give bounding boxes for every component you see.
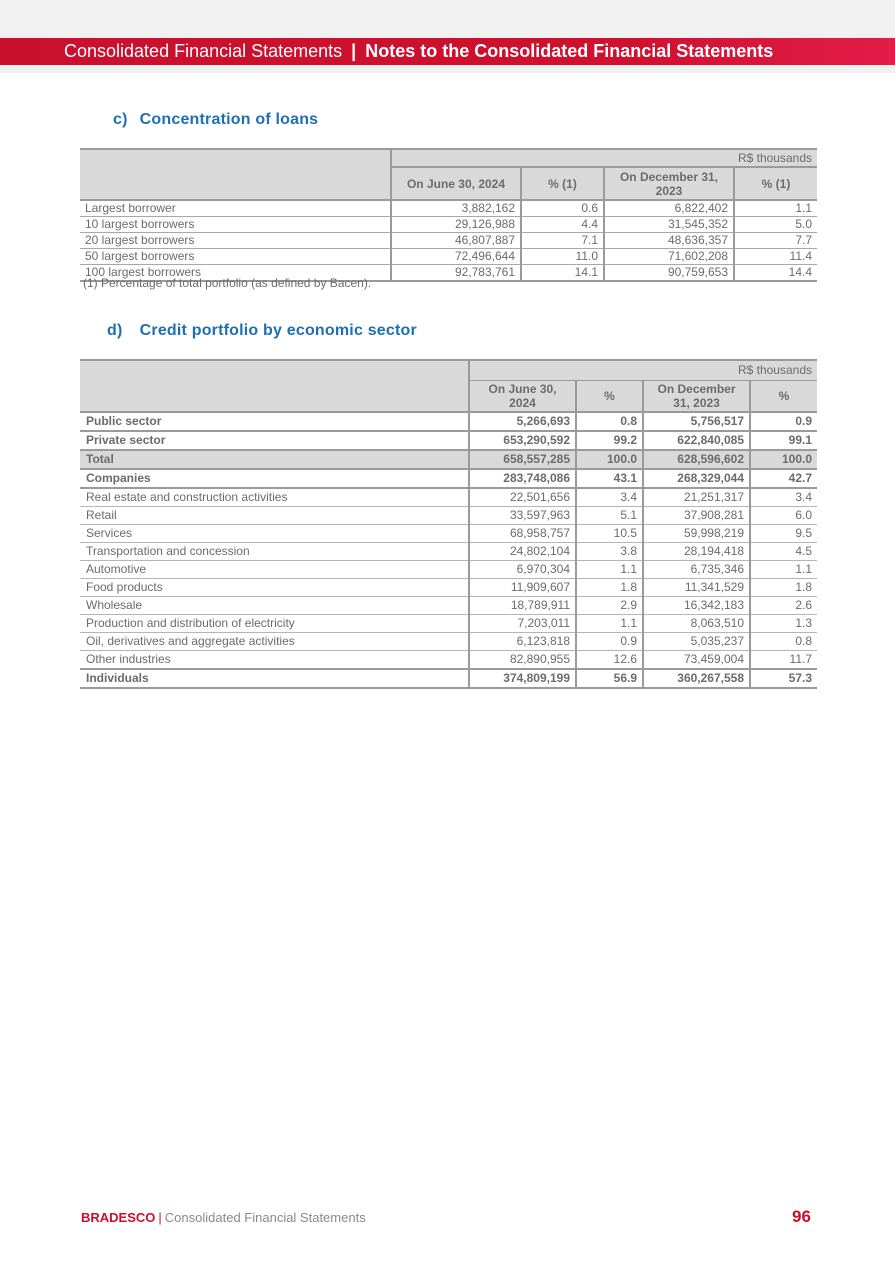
cell-value: 6,735,346 [643, 561, 750, 579]
table-row [80, 200, 817, 217]
cell-value: 68,958,757 [469, 525, 576, 543]
table-row [80, 597, 817, 615]
table-row [80, 633, 817, 651]
row-label: Transportation and concession [80, 543, 469, 561]
cell-value: 16,342,183 [643, 597, 750, 615]
cell-value: 0.9 [750, 412, 817, 431]
table-row [80, 525, 817, 543]
cell-value: 22,501,656 [469, 488, 576, 507]
column-header: % (1) [734, 167, 817, 200]
table-row [80, 412, 817, 431]
page-number: 96 [792, 1207, 811, 1226]
unit-label: R$ thousands [469, 360, 817, 381]
cell-value: 11.0 [521, 249, 604, 265]
table-row [80, 651, 817, 670]
row-label: 100 largest borrowers [80, 265, 391, 282]
cell-value: 0.8 [750, 633, 817, 651]
header-underband [0, 65, 895, 73]
cell-value: 1.1 [734, 200, 817, 217]
cell-value: 100.0 [576, 450, 643, 469]
cell-value: 374,809,199 [469, 669, 576, 688]
cell-value: 99.1 [750, 431, 817, 450]
column-header: On June 30, 2024 [391, 167, 521, 200]
cell-value: 46,807,887 [391, 233, 521, 249]
cell-value: 56.9 [576, 669, 643, 688]
column-header: On December 31, 2023 [643, 381, 750, 413]
cell-value: 11,909,607 [469, 579, 576, 597]
cell-value: 21,251,317 [643, 488, 750, 507]
cell-value: 12.6 [576, 651, 643, 670]
cell-value: 71,602,208 [604, 249, 734, 265]
cell-value: 4.4 [521, 217, 604, 233]
sector-table-body [80, 412, 817, 688]
footnote: (1) Percentage of total portfolio (as defined by Bacen). [83, 276, 372, 290]
row-label: Real estate and construction activities [80, 488, 469, 507]
cell-value: 360,267,558 [643, 669, 750, 688]
top-margin [0, 0, 895, 38]
column-header: % [576, 381, 643, 413]
cell-value: 7.1 [521, 233, 604, 249]
table-row [80, 233, 817, 249]
table-row [80, 217, 817, 233]
header-banner [0, 38, 895, 65]
table-row [80, 249, 817, 265]
section-label: c) [113, 111, 128, 128]
cell-value: 0.9 [576, 633, 643, 651]
cell-value: 11,341,529 [643, 579, 750, 597]
table-row [80, 431, 817, 450]
section-title-text: Credit portfolio by economic sector [139, 322, 417, 339]
cell-value: 1.8 [750, 579, 817, 597]
row-label: Oil, derivatives and aggregate activities [80, 633, 469, 651]
row-label: Other industries [80, 651, 469, 670]
cell-value: 6,822,402 [604, 200, 734, 217]
cell-value: 2.9 [576, 597, 643, 615]
cell-value: 8,063,510 [643, 615, 750, 633]
footer-separator: | [158, 1210, 162, 1225]
column-header: On December 31, 2023 [604, 167, 734, 200]
cell-value: 3.8 [576, 543, 643, 561]
brand-logo: BRADESCO [81, 1210, 156, 1225]
cell-value: 653,290,592 [469, 431, 576, 450]
section-title-concentration [113, 111, 318, 129]
cell-value: 9.5 [750, 525, 817, 543]
cell-value: 283,748,086 [469, 469, 576, 488]
row-label: 20 largest borrowers [80, 233, 391, 249]
cell-value: 24,802,104 [469, 543, 576, 561]
cell-value: 14.4 [734, 265, 817, 282]
cell-value: 268,329,044 [643, 469, 750, 488]
unit-label: R$ thousands [391, 149, 817, 167]
cell-value: 72,496,644 [391, 249, 521, 265]
row-label: Private sector [80, 431, 469, 450]
cell-value: 5,756,517 [643, 412, 750, 431]
cell-value: 4.5 [750, 543, 817, 561]
cell-value: 29,126,988 [391, 217, 521, 233]
cell-value: 11.7 [750, 651, 817, 670]
cell-value: 57.3 [750, 669, 817, 688]
cell-value: 14.1 [521, 265, 604, 282]
header-subsection: Notes to the Consolidated Financial Statements [365, 41, 774, 61]
row-label: 50 largest borrowers [80, 249, 391, 265]
section-title-text: Concentration of loans [139, 111, 319, 128]
table-row [80, 488, 817, 507]
table-row [80, 615, 817, 633]
table-row [80, 450, 817, 469]
cell-value: 11.4 [734, 249, 817, 265]
row-label: Wholesale [80, 597, 469, 615]
cell-value: 1.3 [750, 615, 817, 633]
cell-value: 28,194,418 [643, 543, 750, 561]
cell-value: 10.5 [576, 525, 643, 543]
header-blank-cell [80, 149, 391, 200]
cell-value: 73,459,004 [643, 651, 750, 670]
cell-value: 92,783,761 [391, 265, 521, 282]
cell-value: 82,890,955 [469, 651, 576, 670]
footer [81, 1210, 366, 1225]
table-row [80, 469, 817, 488]
footer-document-title: Consolidated Financial Statements [164, 1210, 366, 1225]
cell-value: 1.1 [576, 561, 643, 579]
cell-value: 6,970,304 [469, 561, 576, 579]
cell-value: 3,882,162 [391, 200, 521, 217]
row-label: 10 largest borrowers [80, 217, 391, 233]
sector-table [80, 359, 817, 689]
row-label: Public sector [80, 412, 469, 431]
table-row [80, 561, 817, 579]
cell-value: 7.7 [734, 233, 817, 249]
row-label: Largest borrower [80, 200, 391, 217]
cell-value: 99.2 [576, 431, 643, 450]
concentration-table [80, 148, 817, 282]
cell-value: 33,597,963 [469, 507, 576, 525]
cell-value: 1.1 [576, 615, 643, 633]
cell-value: 0.6 [521, 200, 604, 217]
column-header: % [750, 381, 817, 413]
cell-value: 5,266,693 [469, 412, 576, 431]
row-label: Companies [80, 469, 469, 488]
cell-value: 6,123,818 [469, 633, 576, 651]
section-title-sector [107, 322, 417, 340]
header-section: Consolidated Financial Statements [64, 41, 343, 61]
cell-value: 48,636,357 [604, 233, 734, 249]
header-separator: | [351, 41, 357, 61]
column-header: % (1) [521, 167, 604, 200]
cell-value: 3.4 [750, 488, 817, 507]
cell-value: 3.4 [576, 488, 643, 507]
cell-value: 6.0 [750, 507, 817, 525]
row-label: Production and distribution of electricity [80, 615, 469, 633]
cell-value: 622,840,085 [643, 431, 750, 450]
row-label: Individuals [80, 669, 469, 688]
cell-value: 37,908,281 [643, 507, 750, 525]
header-blank-cell [80, 360, 469, 412]
row-label: Services [80, 525, 469, 543]
column-header: On June 30, 2024 [469, 381, 576, 413]
cell-value: 2.6 [750, 597, 817, 615]
cell-value: 18,789,911 [469, 597, 576, 615]
cell-value: 90,759,653 [604, 265, 734, 282]
cell-value: 1.8 [576, 579, 643, 597]
table-row [80, 579, 817, 597]
cell-value: 100.0 [750, 450, 817, 469]
section-label: d) [107, 322, 123, 339]
cell-value: 1.1 [750, 561, 817, 579]
cell-value: 31,545,352 [604, 217, 734, 233]
table-row [80, 543, 817, 561]
cell-value: 5.1 [576, 507, 643, 525]
cell-value: 59,998,219 [643, 525, 750, 543]
row-label: Food products [80, 579, 469, 597]
cell-value: 43.1 [576, 469, 643, 488]
table-row [80, 669, 817, 688]
cell-value: 7,203,011 [469, 615, 576, 633]
cell-value: 0.8 [576, 412, 643, 431]
cell-value: 658,557,285 [469, 450, 576, 469]
cell-value: 5,035,237 [643, 633, 750, 651]
table-row [80, 507, 817, 525]
row-label: Total [80, 450, 469, 469]
cell-value: 42.7 [750, 469, 817, 488]
row-label: Retail [80, 507, 469, 525]
cell-value: 5.0 [734, 217, 817, 233]
row-label: Automotive [80, 561, 469, 579]
cell-value: 628,596,602 [643, 450, 750, 469]
